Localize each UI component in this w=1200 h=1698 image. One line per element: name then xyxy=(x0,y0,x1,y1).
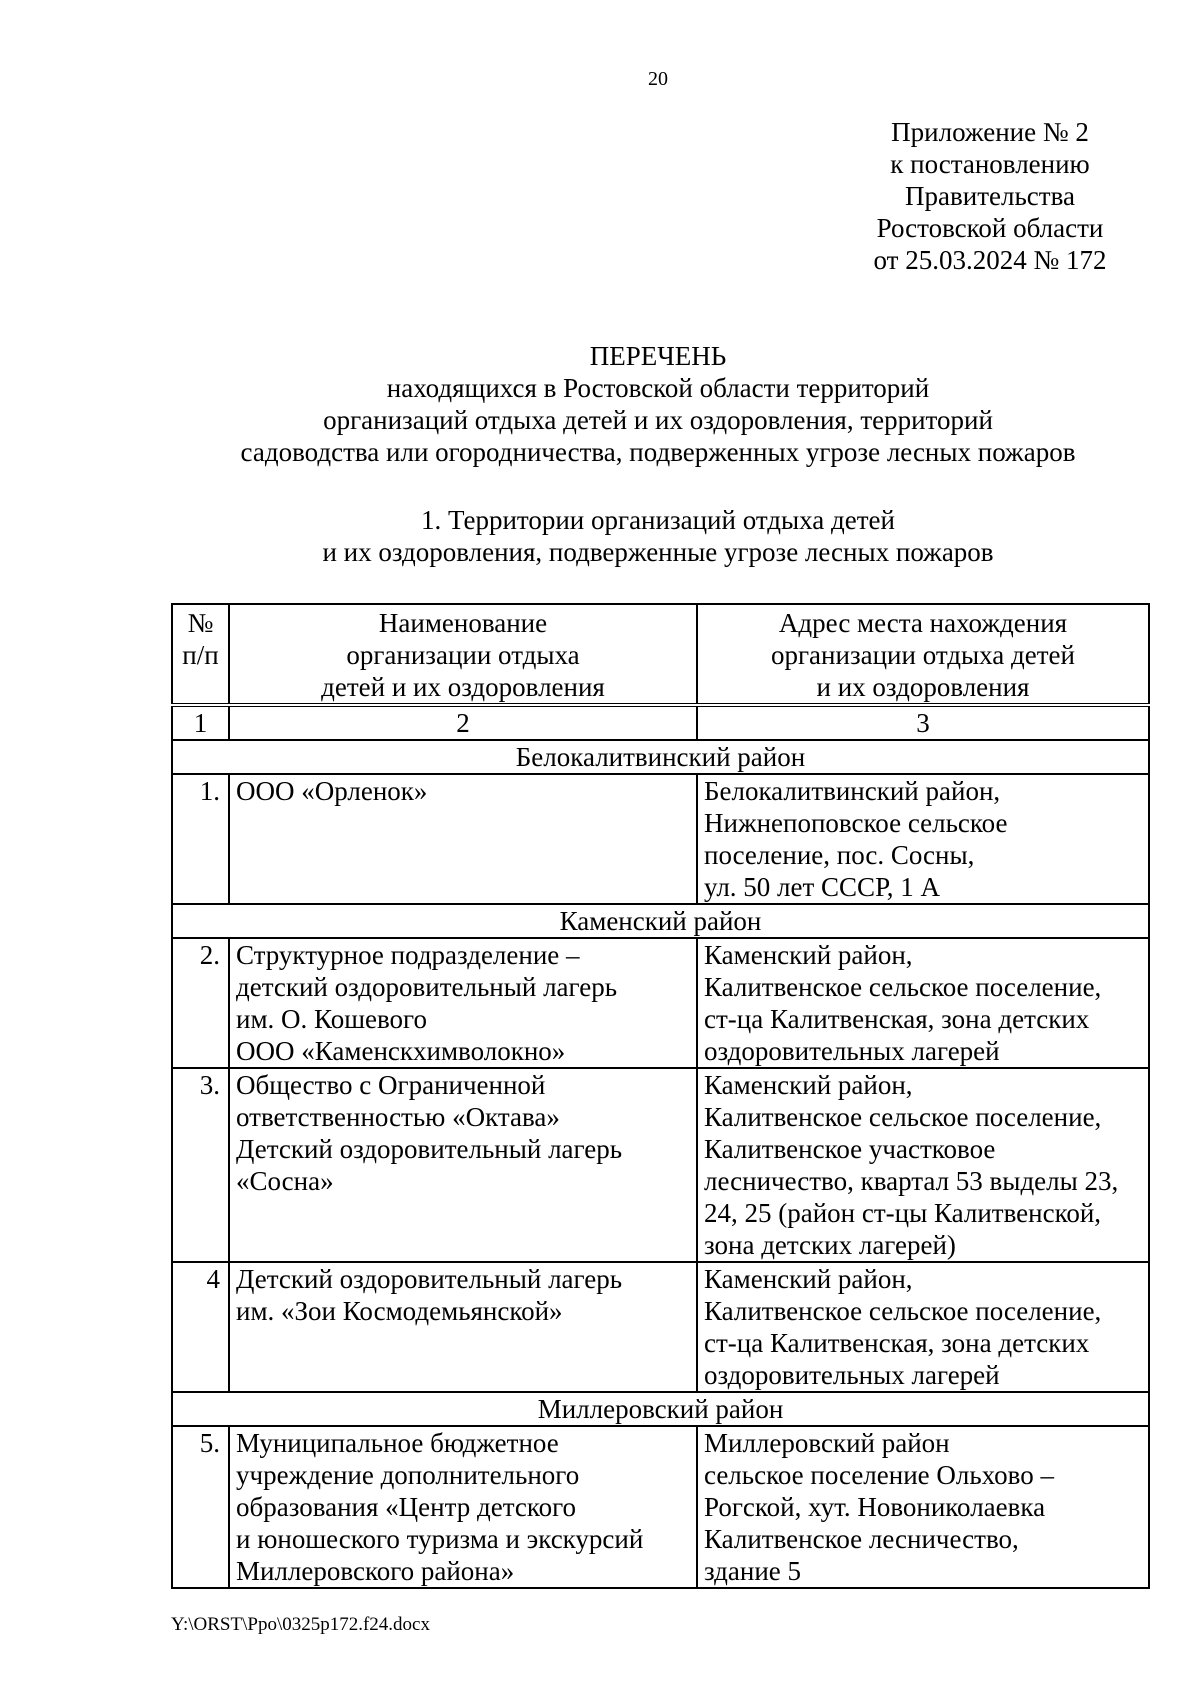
page-number: 20 xyxy=(648,68,668,90)
appendix-line: Ростовской области xyxy=(876,213,1104,243)
district-name: Миллеровский район xyxy=(172,1392,1149,1426)
section-title xyxy=(0,504,1200,568)
document-title xyxy=(0,340,1200,468)
organization-name xyxy=(229,1262,697,1392)
text-line: образования «Центр детского xyxy=(236,1492,576,1522)
text-line: Каменский район, xyxy=(704,1070,913,1100)
table-row xyxy=(172,1068,1149,1262)
text-line: им. «Зои Космодемьянской» xyxy=(236,1296,563,1326)
text-line: Белокалитвинский район, xyxy=(704,776,1001,806)
text-line: Калитвенское сельское поселение, xyxy=(704,1296,1102,1326)
organization-name xyxy=(229,1068,697,1262)
title-subtitle-line: садоводства или огородничества, подверженных угрозе лесных пожаров xyxy=(240,437,1076,467)
column-number: 3 xyxy=(697,705,1149,740)
header-line: и их оздоровления xyxy=(816,672,1030,702)
text-line: Калитвенское лесничество, xyxy=(704,1524,1019,1554)
header-line: Наименование xyxy=(378,608,548,638)
header-name xyxy=(229,604,697,705)
text-line: Калитвенское участковое xyxy=(704,1134,996,1164)
text-line: Нижнепоповское сельское xyxy=(704,808,1008,838)
header-line: № xyxy=(187,608,214,638)
text-line: ст-ца Калитвенская, зона детских xyxy=(704,1004,1090,1034)
text-line: зона детских лагерей) xyxy=(704,1230,956,1260)
organizations-table xyxy=(171,603,1150,1589)
organization-name xyxy=(229,938,697,1068)
column-number: 1 xyxy=(172,705,229,740)
text-line: Каменский район, xyxy=(704,940,913,970)
title-heading: ПЕРЕЧЕНЬ xyxy=(589,341,727,371)
table-row xyxy=(172,774,1149,904)
table-row xyxy=(172,1262,1149,1392)
text-line: Калитвенское сельское поселение, xyxy=(704,1102,1102,1132)
district-row xyxy=(172,740,1149,774)
text-line: ответственностью «Октава» xyxy=(236,1102,560,1132)
text-line: Детский оздоровительный лагерь xyxy=(236,1264,623,1294)
row-number: 3. xyxy=(172,1068,229,1262)
organization-address xyxy=(697,1426,1149,1588)
text-line: ООО «Орленок» xyxy=(236,776,428,806)
district-row xyxy=(172,904,1149,938)
appendix-line: к постановлению xyxy=(890,149,1090,179)
text-line: Общество с Ограниченной xyxy=(236,1070,546,1100)
section-title-line: 1. Территории организаций отдыха детей xyxy=(421,505,895,535)
organization-name xyxy=(229,774,697,904)
organization-address xyxy=(697,774,1149,904)
text-line: и юношеского туризма и экскурсий xyxy=(236,1524,644,1554)
text-line: оздоровительных лагерей xyxy=(704,1036,1000,1066)
appendix-line: Приложение № 2 xyxy=(891,117,1089,147)
organization-address xyxy=(697,1068,1149,1262)
appendix-block xyxy=(860,116,1120,276)
organization-address xyxy=(697,1262,1149,1392)
appendix-line: от 25.03.2024 № 172 xyxy=(873,245,1107,275)
text-line: 24, 25 (район ст-цы Калитвенской, xyxy=(704,1198,1102,1228)
text-line: Миллеровского района» xyxy=(236,1556,515,1586)
text-line: Структурное подразделение – xyxy=(236,940,580,970)
organization-name xyxy=(229,1426,697,1588)
row-number: 1. xyxy=(172,774,229,904)
text-line: учреждение дополнительного xyxy=(236,1460,580,1490)
header-line: организации отдыха детей xyxy=(770,640,1075,670)
text-line: ст-ца Калитвенская, зона детских xyxy=(704,1328,1090,1358)
file-path-footer: Y:\ORST\Ppo\0325p172.f24.docx xyxy=(171,1614,430,1635)
text-line: здание 5 xyxy=(704,1556,802,1586)
text-line: лесничество, квартал 53 выделы 23, xyxy=(704,1166,1119,1196)
title-subtitle-line: находящихся в Ростовской области территорий xyxy=(386,373,930,403)
header-line: Адрес места нахождения xyxy=(778,608,1068,638)
header-num xyxy=(172,604,229,705)
text-line: ул. 50 лет СССР, 1 А xyxy=(704,872,940,902)
header-address xyxy=(697,604,1149,705)
title-subtitle-line: организаций отдыха детей и их оздоровления, территорий xyxy=(323,405,993,435)
text-line: Каменский район, xyxy=(704,1264,913,1294)
text-line: оздоровительных лагерей xyxy=(704,1360,1000,1390)
text-line: «Сосна» xyxy=(236,1166,334,1196)
district-row xyxy=(172,1392,1149,1426)
district-name: Каменский район xyxy=(172,904,1149,938)
column-number: 2 xyxy=(229,705,697,740)
header-line: организации отдыха xyxy=(346,640,580,670)
text-line: Миллеровский район xyxy=(704,1428,950,1458)
table-header-row xyxy=(172,604,1149,705)
organization-address xyxy=(697,938,1149,1068)
header-line: детей и их оздоровления xyxy=(321,672,605,702)
district-name: Белокалитвинский район xyxy=(172,740,1149,774)
text-line: Калитвенское сельское поселение, xyxy=(704,972,1102,1002)
table-row xyxy=(172,938,1149,1068)
table-row xyxy=(172,1426,1149,1588)
header-line: п/п xyxy=(182,640,219,670)
column-number-row xyxy=(172,705,1149,740)
text-line: Муниципальное бюджетное xyxy=(236,1428,559,1458)
text-line: детский оздоровительный лагерь xyxy=(236,972,618,1002)
text-line: поселение, пос. Сосны, xyxy=(704,840,975,870)
text-line: им. О. Кошевого xyxy=(236,1004,427,1034)
appendix-line: Правительства xyxy=(905,181,1075,211)
row-number: 5. xyxy=(172,1426,229,1588)
text-line: сельское поселение Ольхово – xyxy=(704,1460,1054,1490)
row-number: 2. xyxy=(172,938,229,1068)
text-line: Рогской, хут. Новониколаевка xyxy=(704,1492,1046,1522)
row-number: 4 xyxy=(172,1262,229,1392)
text-line: Детский оздоровительный лагерь xyxy=(236,1134,623,1164)
text-line: ООО «Каменскхимволокно» xyxy=(236,1036,566,1066)
section-title-line: и их оздоровления, подверженные угрозе лесных пожаров xyxy=(322,537,994,567)
